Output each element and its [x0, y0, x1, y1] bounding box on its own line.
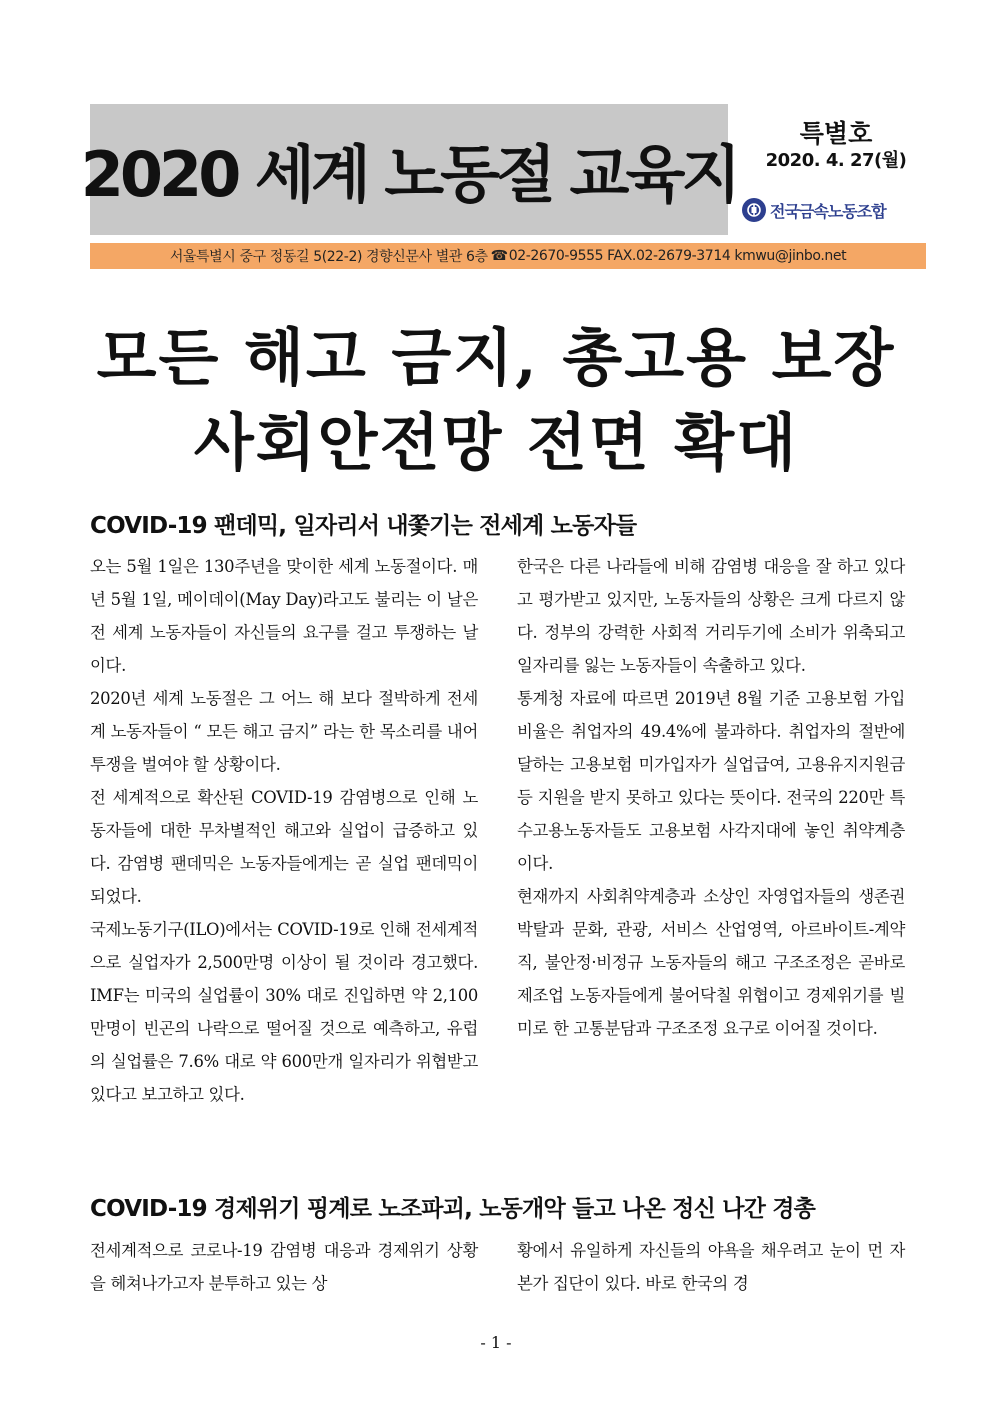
- contact-phone: 02-2670-9555: [508, 248, 604, 264]
- paragraph: 오는 5월 1일은 130주년을 맞이한 세계 노동절이다. 매년 5월 1일, 메이데이(May Day)라고도 불리는 이 날은 전 세계 노동자들이 자신들의 요구를 걸고 투쟁하는 날이다.: [90, 557, 478, 675]
- masthead-banner: [80, 104, 738, 235]
- metal-workers-union-logo-icon: [742, 198, 766, 222]
- headline-line-1: 모든 해고 금지, 총고용 보장: [96, 321, 896, 394]
- paragraph: 한국은 다른 나라들에 비해 감염병 대응을 잘 하고 있다고 평가받고 있지만, 노동자들의 상황은 크게 다르지 않다. 정부의 강력한 사회적 거리두기에 소비가 위축되고 일자리를 잃는 노동자들이 속출하고 있다.: [517, 557, 905, 675]
- section-1-right-column: [517, 550, 905, 1045]
- issue-label: 특별호: [799, 119, 873, 148]
- paragraph: 2020년 세계 노동절은 그 어느 해 보다 절박하게 전세계 노동자들이 “ 모든 해고 금지” 라는 한 목소리를 내어 투쟁을 벌여야 할 상황이다.: [90, 689, 478, 774]
- contact-email[interactable]: kmwu@jinbo.net: [734, 248, 847, 264]
- section-1-title: COVID-19 팬데믹, 일자리서 내쫓기는 전세계 노동자들: [90, 513, 637, 539]
- section-2-right-column: [517, 1234, 905, 1300]
- union-brand: [742, 198, 886, 222]
- phone-icon: ☎: [490, 248, 508, 264]
- headline-line-2: 사회안전망 전면 확대: [193, 406, 799, 479]
- section-2-left-column: [90, 1234, 478, 1300]
- paragraph: 현재까지 사회취약계층과 소상인 자영업자들의 생존권 박탈과 문화, 관광, 서비스 산업영역, 아르바이트-계약직, 불안정·비정규 노동자들의 해고 구조조정은 곧바로 제조업 노동자들에게 불어닥칠 위협이고 경제위기를 빌미로 한 고통분담과 구조조정 요구로 이어질 것이다.: [517, 887, 905, 1038]
- paragraph: 전세계적으로 코로나-19 감염병 대응과 경제위기 상황을 헤쳐나가고자 분투하고 있는 상: [90, 1241, 478, 1293]
- page-number: - 1 -: [480, 1333, 512, 1352]
- paragraph: 통계청 자료에 따르면 2019년 8월 기준 고용보험 가입 비율은 취업자의 49.4%에 불과하다. 취업자의 절반에 달하는 고용보험 미가입자가 실업급여, 고용유지지원금 등 지원을 받지 못하고 있다는 뜻이다. 전국의 220만 특수고용노동자들도 고용보험 사각지대에 놓인 취약계층이다.: [517, 689, 905, 873]
- issue-info: [756, 120, 916, 172]
- section-2-title: COVID-19 경제위기 핑계로 노조파괴, 노동개악 들고 나온 정신 나간 경총: [90, 1196, 816, 1222]
- union-name: 전국금속노동조합: [770, 201, 886, 221]
- paragraph: 전 세계적으로 확산된 COVID-19 감염병으로 인해 노동자들에 대한 무차별적인 해고와 실업이 급증하고 있다. 감염병 팬데믹은 노동자들에게는 곧 실업 팬데믹이 되었다.: [90, 788, 478, 906]
- contact-bar: [90, 243, 926, 269]
- masthead-title: 2020 세계 노동절 교육지: [80, 138, 738, 211]
- paragraph: 국제노동기구(ILO)에서는 COVID-19로 인해 전세계적으로 실업자가 2,500만명 이상이 될 것이라 경고했다. IMF는 미국의 실업률이 30% 대로 진입하면 약 2,100만명이 빈곤의 나락으로 떨어질 것으로 예측하고, 유럽의 실업률은 7.6% 대로 약 600만개 일자리가 위협받고 있다고 보고하고 있다.: [90, 920, 478, 1104]
- section-1-left-column: [90, 550, 478, 1111]
- issue-date: 2020. 4. 27(월): [765, 150, 907, 171]
- contact-address: 서울특별시 중구 정동길 5(22-2) 경향신문사 별관 6층: [169, 249, 488, 265]
- contact-fax: FAX.02-2679-3714: [607, 248, 731, 264]
- paragraph: 황에서 유일하게 자신들의 야욕을 채우려고 눈이 먼 자본가 집단이 있다. 바로 한국의 경: [517, 1241, 905, 1293]
